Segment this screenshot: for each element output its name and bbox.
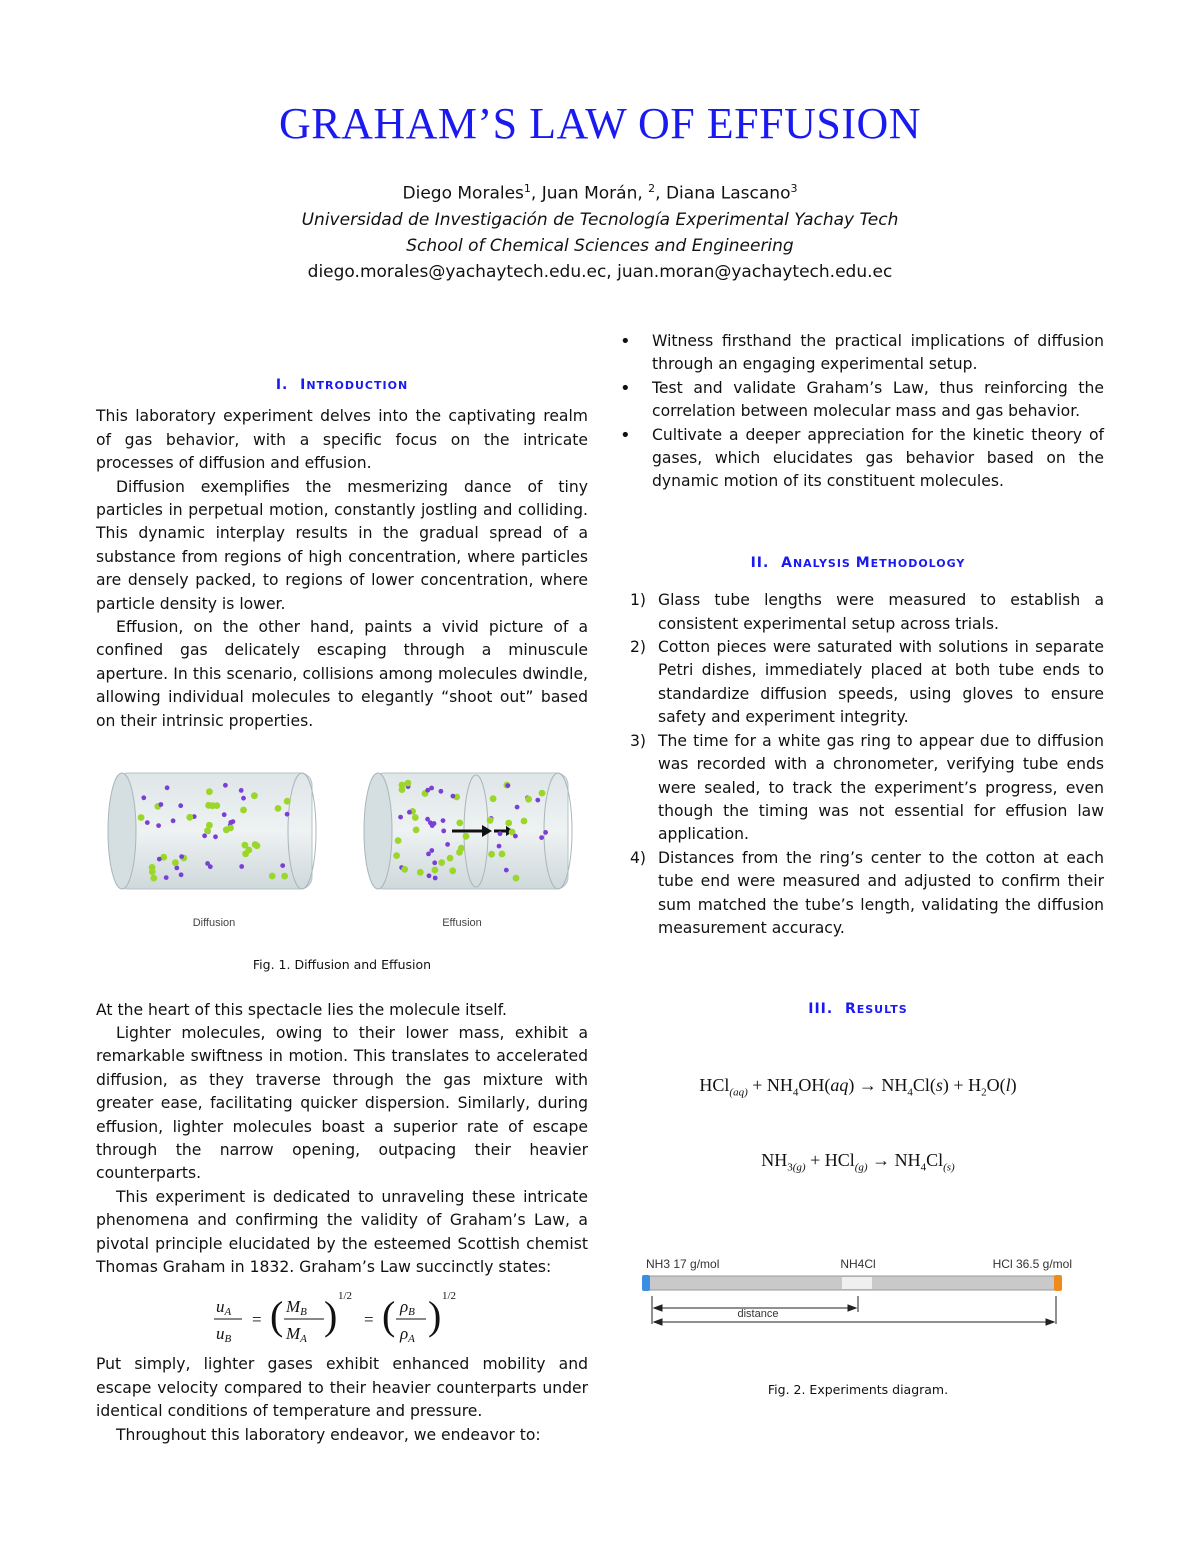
gas-particle	[497, 844, 502, 849]
section-heading-methodology: II. ANALYSIS METHODOLOGY	[750, 554, 966, 571]
fig2-label-nh4cl: NH4Cl	[840, 1256, 876, 1271]
svg-text:=: =	[364, 1310, 374, 1330]
svg-text:(: (	[270, 1293, 284, 1339]
author-3-sup: 3	[790, 182, 798, 195]
gas-particle	[222, 812, 227, 817]
svg-text:uA: uA	[216, 1297, 232, 1319]
method-step-2: 2) Cotton pieces were saturated with solutions in separate Petri dishes, immediately placed at both tube ends to standardize diffusion speeds, using gloves to ensure safety and experiment integrity.	[630, 638, 1104, 727]
gas-particle	[539, 790, 546, 797]
distance-markers	[652, 1296, 1056, 1325]
intro-paragraph-2: Diffusion exemplifies the mesmerizing dance of tiny particles in perpetual motion, constantly jostling and colliding. This dynamic interplay results in the gradual spread of a substance from regions of high concentration, where particles are densely packed, to regions of lower concentration, where particle density is lower.	[96, 477, 588, 613]
svg-text:uB: uB	[216, 1324, 232, 1346]
gas-particle	[165, 785, 170, 790]
gas-particle	[240, 807, 247, 814]
affiliation-university: Universidad de Investigación de Tecnología Experimental Yachay Tech	[301, 210, 899, 230]
gas-particle	[505, 820, 512, 827]
gas-particle	[413, 827, 420, 834]
section-heading-introduction: I. INTRODUCTION	[275, 377, 409, 393]
gas-particle	[172, 859, 179, 866]
objectives-list	[612, 330, 1104, 494]
gas-particle	[433, 876, 438, 881]
experiment-tube-diagram	[612, 1250, 1104, 1360]
objective-item-3: • Cultivate a deeper appreciation for the kinetic theory of gases, which elucidates gas behavior based on the dynamic motion of its constituent molecules.	[612, 424, 1104, 494]
gas-particle	[490, 795, 497, 802]
gas-particle	[241, 796, 246, 801]
gas-particle	[149, 869, 156, 876]
intro-paragraph-3: Effusion, on the other hand, paints a vivid picture of a confined gas delicately escaping through a minuscule aperture. In this scenario, collisions among molecules dwindle, allowing individual molecules to elegantly “shoot out” based on their intrinsic properties.	[96, 618, 588, 730]
gas-particle	[159, 802, 164, 807]
svg-text:=: =	[252, 1310, 262, 1330]
gas-particle	[505, 783, 510, 788]
intro-paragraph-5: Lighter molecules, owing to their lower mass, exhibit a remarkable swiftness in motion. This translates to accelerated diffusion, as they traverse through the gas mixture with greater ease, facilitating quicker dispersion. Similarly, during effusion, lighter molecules boast a superior rate of escape through the narrow opening, outpacing their heavier counterparts.	[96, 1023, 588, 1183]
author-3: , Diana Lascano	[655, 183, 791, 204]
gas-particle	[138, 814, 145, 821]
gas-particle	[441, 818, 446, 823]
gas-particle	[504, 868, 509, 873]
gas-particle	[157, 857, 162, 862]
gas-particle	[281, 873, 288, 880]
gas-particle	[206, 788, 213, 795]
svg-text:ρA: ρA	[400, 1324, 415, 1346]
gas-particle	[447, 855, 454, 862]
paper-title: GRAHAM’S LAW OF EFFUSION	[278, 99, 922, 148]
author-emails: diego.morales@yachaytech.edu.ec, juan.moran@yachaytech.edu.ec	[307, 262, 893, 282]
gas-particle	[438, 859, 445, 866]
figure-experiment-diagram	[612, 1250, 1104, 1370]
gas-particle	[227, 825, 234, 832]
svg-text:MB: MB	[286, 1297, 307, 1319]
gas-particle	[425, 788, 430, 793]
gas-particle	[432, 860, 437, 865]
gas-particle	[179, 854, 184, 859]
grahams-law-equation	[96, 1279, 588, 1353]
gas-particle	[429, 848, 434, 853]
method-step-1: 1) Glass tube lengths were measured to establish a consistent experimental setup across trials.	[630, 591, 1104, 633]
gas-particle	[239, 788, 244, 793]
gas-particle	[208, 864, 213, 869]
reaction-equation-2: $NH_{3(g)} + HCl_{(g)} \to NH_4Cl_{(s)}$	[761, 1149, 955, 1174]
fig1-label-effusion: Effusion	[442, 917, 482, 930]
gas-particle	[285, 812, 290, 817]
fig2-label-nh3: NH3 17 g/mol	[646, 1256, 720, 1271]
author-2: , Juan Morán,	[530, 183, 649, 204]
intro-paragraph-8: Throughout this laboratory endeavor, we endeavor to:	[116, 1425, 541, 1444]
diffusion-effusion-illustration	[96, 761, 588, 939]
author-list	[0, 182, 1200, 204]
gas-particle	[174, 866, 179, 871]
gas-particle	[206, 822, 213, 829]
gas-particle	[441, 829, 446, 834]
gas-particle	[164, 875, 169, 880]
gas-particle	[439, 789, 444, 794]
fig2-distance-label: distance	[737, 1307, 779, 1320]
gas-particle	[535, 798, 540, 803]
gas-particle	[513, 834, 518, 839]
figure-1-caption: Fig. 1. Diffusion and Effusion	[252, 957, 432, 973]
gas-particle	[275, 805, 282, 812]
gas-particle	[539, 835, 544, 840]
gas-particle	[449, 867, 456, 874]
gas-particle	[141, 795, 146, 800]
gas-particle	[515, 805, 520, 810]
reaction-equation-1: $HCl_{(aq)} + NH_4OH(aq) \to NH_4Cl(s) + H_2O(l)$	[699, 1074, 1017, 1099]
section-heading-results: III. RESULTS	[808, 1001, 908, 1018]
left-column	[96, 330, 588, 1447]
gas-particle	[412, 814, 419, 821]
nh3-cotton	[642, 1275, 650, 1291]
gas-particle	[463, 833, 470, 840]
fig1-label-diffusion: Diffusion	[192, 917, 236, 930]
gas-particle	[427, 873, 432, 878]
methodology-steps	[612, 589, 1104, 940]
gas-particle	[513, 875, 520, 882]
gas-particle	[202, 833, 207, 838]
method-step-3: 3) The time for a white gas ring to appear due to diffusion was recorded with a chronometer, verifying tube ends were sealed, to track the experiment’s progress, even though the timing was not essential for effusion law application.	[630, 731, 1104, 844]
author-2-sup: 2	[648, 182, 656, 195]
gas-particle	[399, 786, 406, 793]
gas-particle	[223, 783, 228, 788]
gas-particle	[401, 866, 408, 873]
svg-text:MA: MA	[286, 1324, 307, 1346]
gas-particle	[405, 780, 412, 787]
objective-item-1: • Witness firsthand the practical implications of diffusion through an engaging experimental setup.	[612, 330, 1104, 377]
author-1: Diego Morales	[402, 183, 524, 204]
gas-particle	[499, 851, 506, 858]
gas-particle	[488, 851, 495, 858]
gas-particle	[393, 852, 400, 859]
gas-particle	[213, 834, 218, 839]
gas-particle	[451, 794, 456, 799]
figure-diffusion-effusion	[96, 761, 588, 939]
gas-particle	[425, 817, 430, 822]
gas-particle	[251, 792, 258, 799]
intro-paragraph-7: Put simply, lighter gases exhibit enhanced mobility and escape velocity compared to their heavier counterparts under identical conditions of temperature and pressure.	[96, 1355, 588, 1421]
gas-particle	[498, 831, 503, 836]
gas-particle	[246, 847, 253, 854]
gas-particle	[186, 814, 193, 821]
hcl-cotton	[1054, 1275, 1062, 1291]
svg-text:): )	[428, 1293, 442, 1339]
intro-paragraph-1: This laboratory experiment delves into the captivating realm of gas behavior, with a specific focus on the intricate processes of diffusion and effusion.	[96, 407, 588, 473]
gas-particle	[178, 803, 183, 808]
svg-text:1/2: 1/2	[442, 1290, 457, 1303]
gas-particle	[432, 867, 439, 874]
gas-particle	[280, 863, 285, 868]
gas-particle	[456, 849, 463, 856]
gas-particle	[145, 820, 150, 825]
right-column	[612, 330, 1104, 1401]
gas-particle	[445, 842, 450, 847]
author-1-sup: 1	[523, 182, 531, 195]
gas-particle	[417, 869, 424, 876]
svg-text:1/2: 1/2	[338, 1290, 353, 1303]
gas-particle	[430, 823, 435, 828]
gas-particle	[252, 841, 259, 848]
gas-particle	[239, 864, 244, 869]
gas-particle	[171, 818, 176, 823]
glass-tube	[642, 1275, 1062, 1291]
gas-particle	[456, 820, 463, 827]
svg-text:): )	[324, 1293, 338, 1339]
gas-particle	[156, 823, 161, 828]
gas-particle	[398, 815, 403, 820]
gas-particle	[525, 796, 532, 803]
figure-2-caption: Fig. 2. Experiments diagram.	[767, 1381, 949, 1397]
gas-particle	[395, 837, 402, 844]
grahams-law-formula	[96, 1279, 588, 1353]
svg-text:(: (	[382, 1293, 396, 1339]
fig2-label-hcl: HCl 36.5 g/mol	[992, 1256, 1072, 1271]
gas-particle	[284, 798, 291, 805]
method-step-4: 4) Distances from the ring’s center to the cotton at each tube end were measured and adjusted to confirm their sum matched the tube’s length, validating the diffusion measurement accuracy.	[630, 848, 1104, 937]
svg-text:ρB: ρB	[400, 1297, 415, 1319]
gas-particle	[407, 810, 412, 815]
intro-paragraph-6: This experiment is dedicated to unraveling these intricate phenomena and confirming the validity of Graham’s Law, a pivotal principle elucidated by the esteemed Scottish chemist Thomas Graham in 1832. Graham’s Law succinctly states:	[96, 1187, 588, 1276]
gas-particle	[543, 830, 548, 835]
gas-particle	[521, 818, 528, 825]
gas-particle	[269, 873, 276, 880]
gas-particle	[209, 802, 216, 809]
gas-particle	[179, 872, 184, 877]
objective-item-2: • Test and validate Graham’s Law, thus reinforcing the correlation between molecular mass and gas behavior.	[612, 377, 1104, 424]
affiliation-school: School of Chemical Sciences and Engineering	[406, 236, 794, 256]
intro-paragraph-4: At the heart of this spectacle lies the molecule itself.	[96, 1000, 507, 1019]
gas-particle	[487, 817, 494, 824]
gas-particle	[150, 875, 157, 882]
